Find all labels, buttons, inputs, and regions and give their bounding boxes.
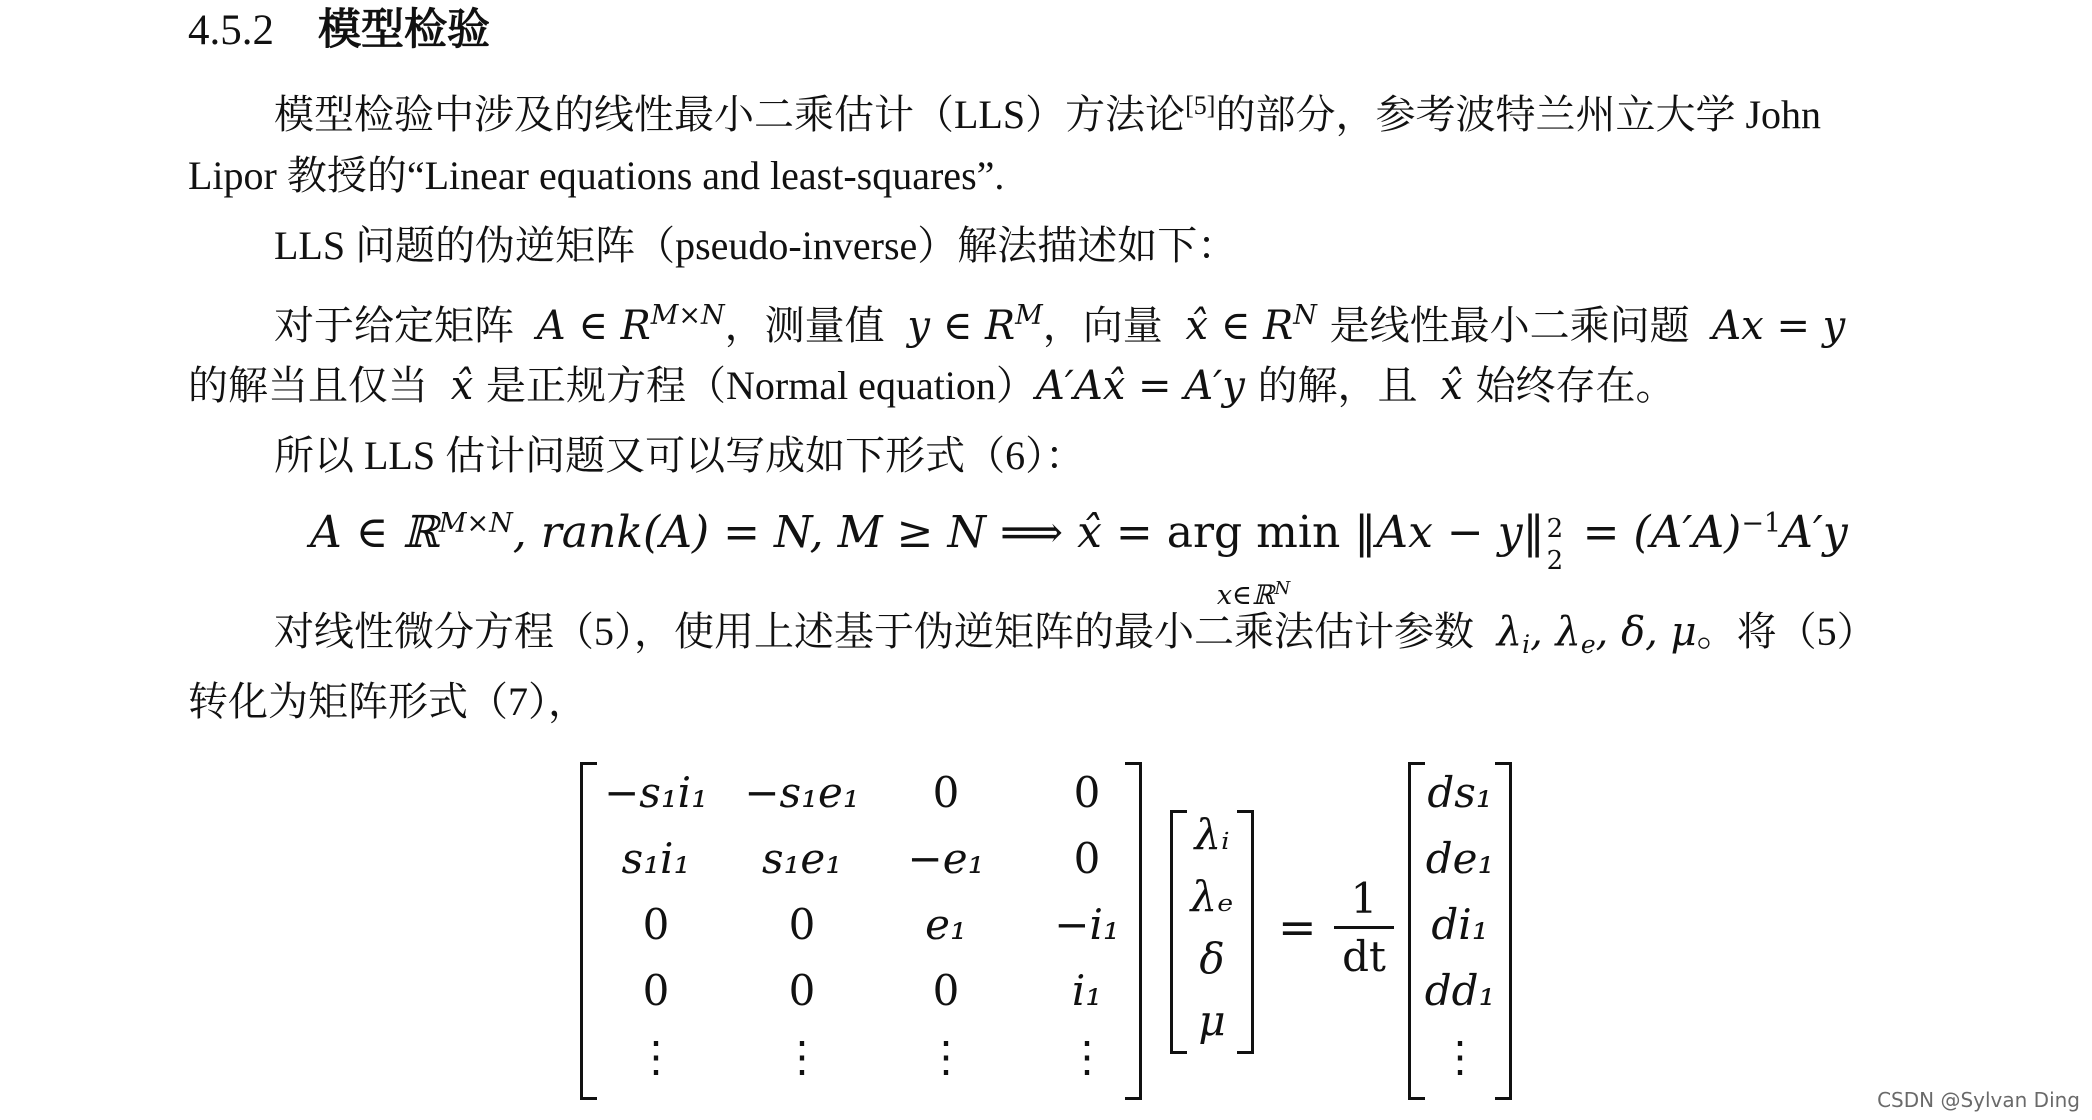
- eq6-lhs-sup: M×N: [438, 508, 513, 539]
- eq6-norm: ‖Ax − y‖: [1340, 507, 1545, 558]
- matrix-cell-r3-c1: 0: [788, 966, 816, 1015]
- eq6-argmin: [1166, 503, 1341, 611]
- paragraph-5-line-2: 转化为矩阵形式（7），: [188, 679, 588, 724]
- math-xhat-in-R-N: x̂ ∈ $R^N$: [1172, 300, 1317, 349]
- eq6-rhs: = (A′A): [1568, 507, 1742, 558]
- p3-text-g: 的解，且: [1257, 363, 1418, 408]
- vector-d-cell-r3: dd₁: [1424, 966, 1496, 1015]
- right-bracket: [1125, 762, 1142, 1100]
- argmin-label: arg min: [1166, 507, 1341, 558]
- p3-text-b: ，测量值: [724, 303, 885, 348]
- vector-d-cell-r4: ⋮: [1439, 1032, 1481, 1081]
- vector-theta-cell-r0: λᵢ: [1194, 810, 1230, 859]
- citation-ref: [5]: [1185, 91, 1216, 120]
- norm-sub-2: 2: [1546, 546, 1564, 576]
- argmin-under-text: x∈ℝ: [1216, 580, 1275, 611]
- eq6-lhs: A ∈ ℝ: [310, 507, 439, 558]
- matrix-cell-r3-c3: i₁: [1071, 966, 1103, 1015]
- matrix-cell-r4-c0: ⋮: [635, 1032, 677, 1081]
- matrix-cell-r0-c1: −s₁e₁: [744, 768, 860, 817]
- vector-theta-cell-r1: λₑ: [1190, 872, 1234, 921]
- right-bracket: [1495, 762, 1512, 1100]
- matrix-cell-r0-c2: 0: [932, 768, 960, 817]
- p3-text-h: 始终存在。: [1475, 363, 1676, 408]
- paragraph-1-line-2: Lipor 教授的“Linear equations and least-squares”.: [188, 153, 1005, 198]
- equals-sign: =: [1278, 900, 1317, 954]
- math-Ax-eq-y: Ax = y: [1699, 303, 1846, 349]
- p1-text-a: 模型检验中涉及的线性最小二乘估计（LLS）方法论: [274, 92, 1186, 137]
- paragraph-4: 所以 LLS 估计问题又可以写成如下形式（6）：: [274, 433, 1086, 478]
- section-title: 模型检验: [318, 5, 490, 55]
- norm-indices: [1545, 514, 1569, 576]
- matrix-cell-r3-c0: 0: [642, 966, 670, 1015]
- p3-text-c: ，向量: [1042, 303, 1163, 348]
- paragraph-3-line-2: [188, 358, 1676, 414]
- section-number: 4.5.2: [188, 7, 274, 54]
- fraction-numerator: 1: [1350, 874, 1378, 923]
- vector-theta-cell-r2: δ: [1199, 934, 1225, 983]
- matrix-cell-r3-c2: 0: [932, 966, 960, 1015]
- eq6-condition: , rank(A) = N, M ≥ N ⟹ x̂ =: [512, 507, 1167, 558]
- paragraph-5-line-1: [274, 604, 1877, 673]
- matrix-cell-r2-c1: 0: [788, 900, 816, 949]
- matrix-cell-r2-c0: 0: [642, 900, 670, 949]
- p3-text-a: 对于给定矩阵: [274, 303, 514, 348]
- vector-d-cell-r0: ds₁: [1427, 768, 1493, 817]
- matrix-cell-r2-c2: e₁: [925, 900, 967, 949]
- vector-theta-cell-r3: μ: [1198, 996, 1226, 1045]
- matrix-cell-r1-c2: −e₁: [907, 834, 985, 883]
- math-xhat-2: x̂: [1427, 363, 1476, 409]
- vector-d-cell-r2: di₁: [1431, 900, 1489, 949]
- fraction-1-over-dt: [1334, 874, 1394, 984]
- left-bracket: [1170, 810, 1187, 1054]
- p3-text-d: 是线性最小二乘问题: [1329, 303, 1690, 348]
- eq6-rhs-end: A′y: [1781, 507, 1848, 558]
- paragraph-3-line-1: [274, 288, 1845, 354]
- matrix-cell-r2-c3: −i₁: [1054, 900, 1120, 949]
- left-bracket: [1408, 762, 1425, 1100]
- equation-6: [310, 494, 1848, 611]
- argmin-under-sup: N: [1274, 578, 1291, 599]
- fraction-denominator: dt: [1342, 932, 1386, 981]
- differential-vector: [1408, 762, 1512, 1100]
- fraction-bar: [1334, 926, 1394, 929]
- matrix-cell-r1-c1: s₁e₁: [761, 834, 843, 883]
- matrix-cell-r4-c2: ⋮: [925, 1032, 967, 1081]
- math-normal-equation: A′Ax̂ = A′y: [1035, 363, 1258, 409]
- paragraph-2: LLS 问题的伪逆矩阵（pseudo-inverse）解法描述如下：: [274, 223, 1238, 268]
- p1-text-b: 的部分，参考波特兰州立大学 John: [1215, 92, 1822, 137]
- math-xhat-1: x̂: [438, 363, 486, 409]
- parameter-vector: [1170, 810, 1254, 1054]
- math-A-in-R-MN: A ∈ $R^{M\times N}$: [524, 300, 725, 349]
- watermark: CSDN @Sylvan Ding: [1877, 1088, 2080, 1112]
- vector-d-cell-r1: de₁: [1425, 834, 1495, 883]
- p5-text-a: 对线性微分方程（5），使用上述基于伪逆矩阵的最小二乘法估计参数: [274, 609, 1474, 654]
- matrix-cell-r4-c1: ⋮: [781, 1032, 823, 1081]
- matrix-cell-r1-c3: 0: [1073, 834, 1101, 883]
- left-bracket: [580, 762, 597, 1100]
- p3-text-e: 的解当且仅当: [188, 363, 428, 408]
- coefficient-matrix: [580, 762, 1142, 1100]
- norm-sup-2: 2: [1546, 514, 1564, 544]
- right-bracket: [1237, 810, 1254, 1054]
- paragraph-1-line-1: [274, 78, 1821, 143]
- math-y-in-R-M: y ∈ $R^M$: [894, 300, 1043, 349]
- matrix-cell-r0-c0: −s₁i₁: [604, 768, 708, 817]
- section-heading: [188, 0, 490, 61]
- matrix-cell-r0-c3: 0: [1073, 768, 1101, 817]
- matrix-cell-r1-c0: s₁i₁: [621, 834, 691, 883]
- matrix-cell-r4-c3: ⋮: [1066, 1032, 1108, 1081]
- p3-text-f: 是正规方程（Normal equation）: [486, 363, 1036, 408]
- math-params: $\lambda_i$, $\lambda_e$, δ, μ: [1484, 609, 1697, 659]
- eq6-rhs-sup: −1: [1741, 508, 1782, 539]
- p5-text-b: 。将（5）: [1696, 609, 1877, 654]
